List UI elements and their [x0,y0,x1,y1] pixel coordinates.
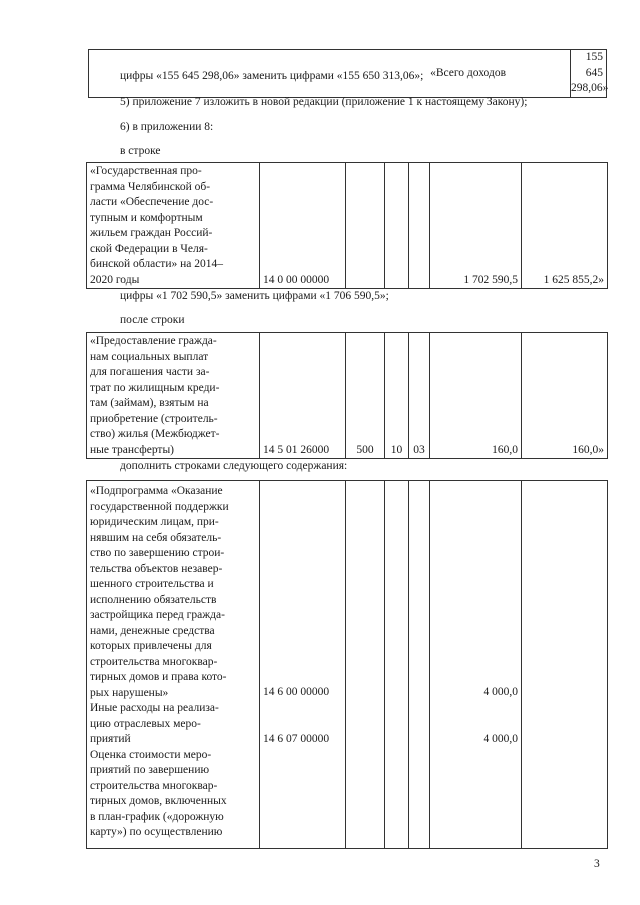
social-payments-rz: 10 [385,333,409,459]
social-payments-code: 14 5 01 26000 [260,333,346,459]
paragraph-in-row: в строке [120,145,161,157]
state-program-description: «Государственная про- грамма Челябинской об- ласти «Обеспечение дос- тупным и комфортным жильем граждан Россий- ской Федерации в Челя- бинской области» на 2014– 2020 годы [87,163,260,289]
paragraph-after-row: после строки [120,314,185,326]
social-payments-description: «Предоставление гражда- нам социальных выплат для погашения части за- трат по жилищным креди- там (займам), взятым на приобретение (строитель- ство) жилья (Межбюджет- ные трансферты) [87,333,260,459]
new-rows-table [86,480,608,849]
subprogram-value: 4 000,0 [483,686,518,698]
paragraph-appendix-7: 5) приложение 7 изложить в новой редакции (приложение 1 к настоящему Закону); [120,96,528,108]
social-payments-vr: 500 [346,333,385,459]
other-expenses-value: 4 000,0 [483,732,518,745]
social-payments-row-table [86,332,608,459]
page-number: 3 [594,858,600,870]
state-program-rz [385,163,409,289]
social-payments-value-2: 160,0» [522,333,608,459]
state-program-row-table [86,162,608,289]
new-rows-value-2 [522,481,608,849]
other-expenses-code: 14 6 07 00000 [263,732,330,745]
new-rows-pr [409,481,430,849]
state-program-code: 14 0 00 00000 [260,163,346,289]
total-income-value: 155 645 298,06» [571,50,607,98]
new-rows-vr [346,481,385,849]
subprogram-code: 14 6 00 00000 [263,686,330,698]
social-payments-value-1: 160,0 [430,333,522,459]
social-payments-pr: 03 [409,333,430,459]
new-rows-codes [260,481,346,849]
new-rows-description: «Подпрограмма «Оказание государственной поддержки юридическим лицам, при- нявшим на себя обязатель- ство по завершению строи- тельства объектов незавер- шенного строительства и исполнению обязательств застройщика перед гражда- нами, денежные средства которых привлечены для строительства многоквар- тирных домов и права кото- рых нарушены» Иные расходы на реализа- цию отраслевых меро- приятий Оценка стоимости меро- приятий по завершению строительства многоквар- тирных домов, включенных в план-график («дорожную карту») по осуществлению [87,481,260,849]
new-rows-values [430,481,522,849]
paragraph-replace-program: цифры «1 702 590,5» заменить цифрами «1 706 590,5»; [120,290,389,302]
paragraph-appendix-8: 6) в приложении 8: [120,121,214,133]
state-program-value-1: 1 702 590,5 [430,163,522,289]
state-program-value-2: 1 625 855,2» [522,163,608,289]
total-income-label: «Всего доходов [89,50,571,98]
state-program-pr [409,163,430,289]
new-rows-rz [385,481,409,849]
state-program-vr [346,163,385,289]
paragraph-replace-income: цифры «155 645 298,06» заменить цифрами «155 650 313,06»; [120,70,424,82]
paragraph-add-rows: дополнить строками следующего содержания: [120,460,348,472]
